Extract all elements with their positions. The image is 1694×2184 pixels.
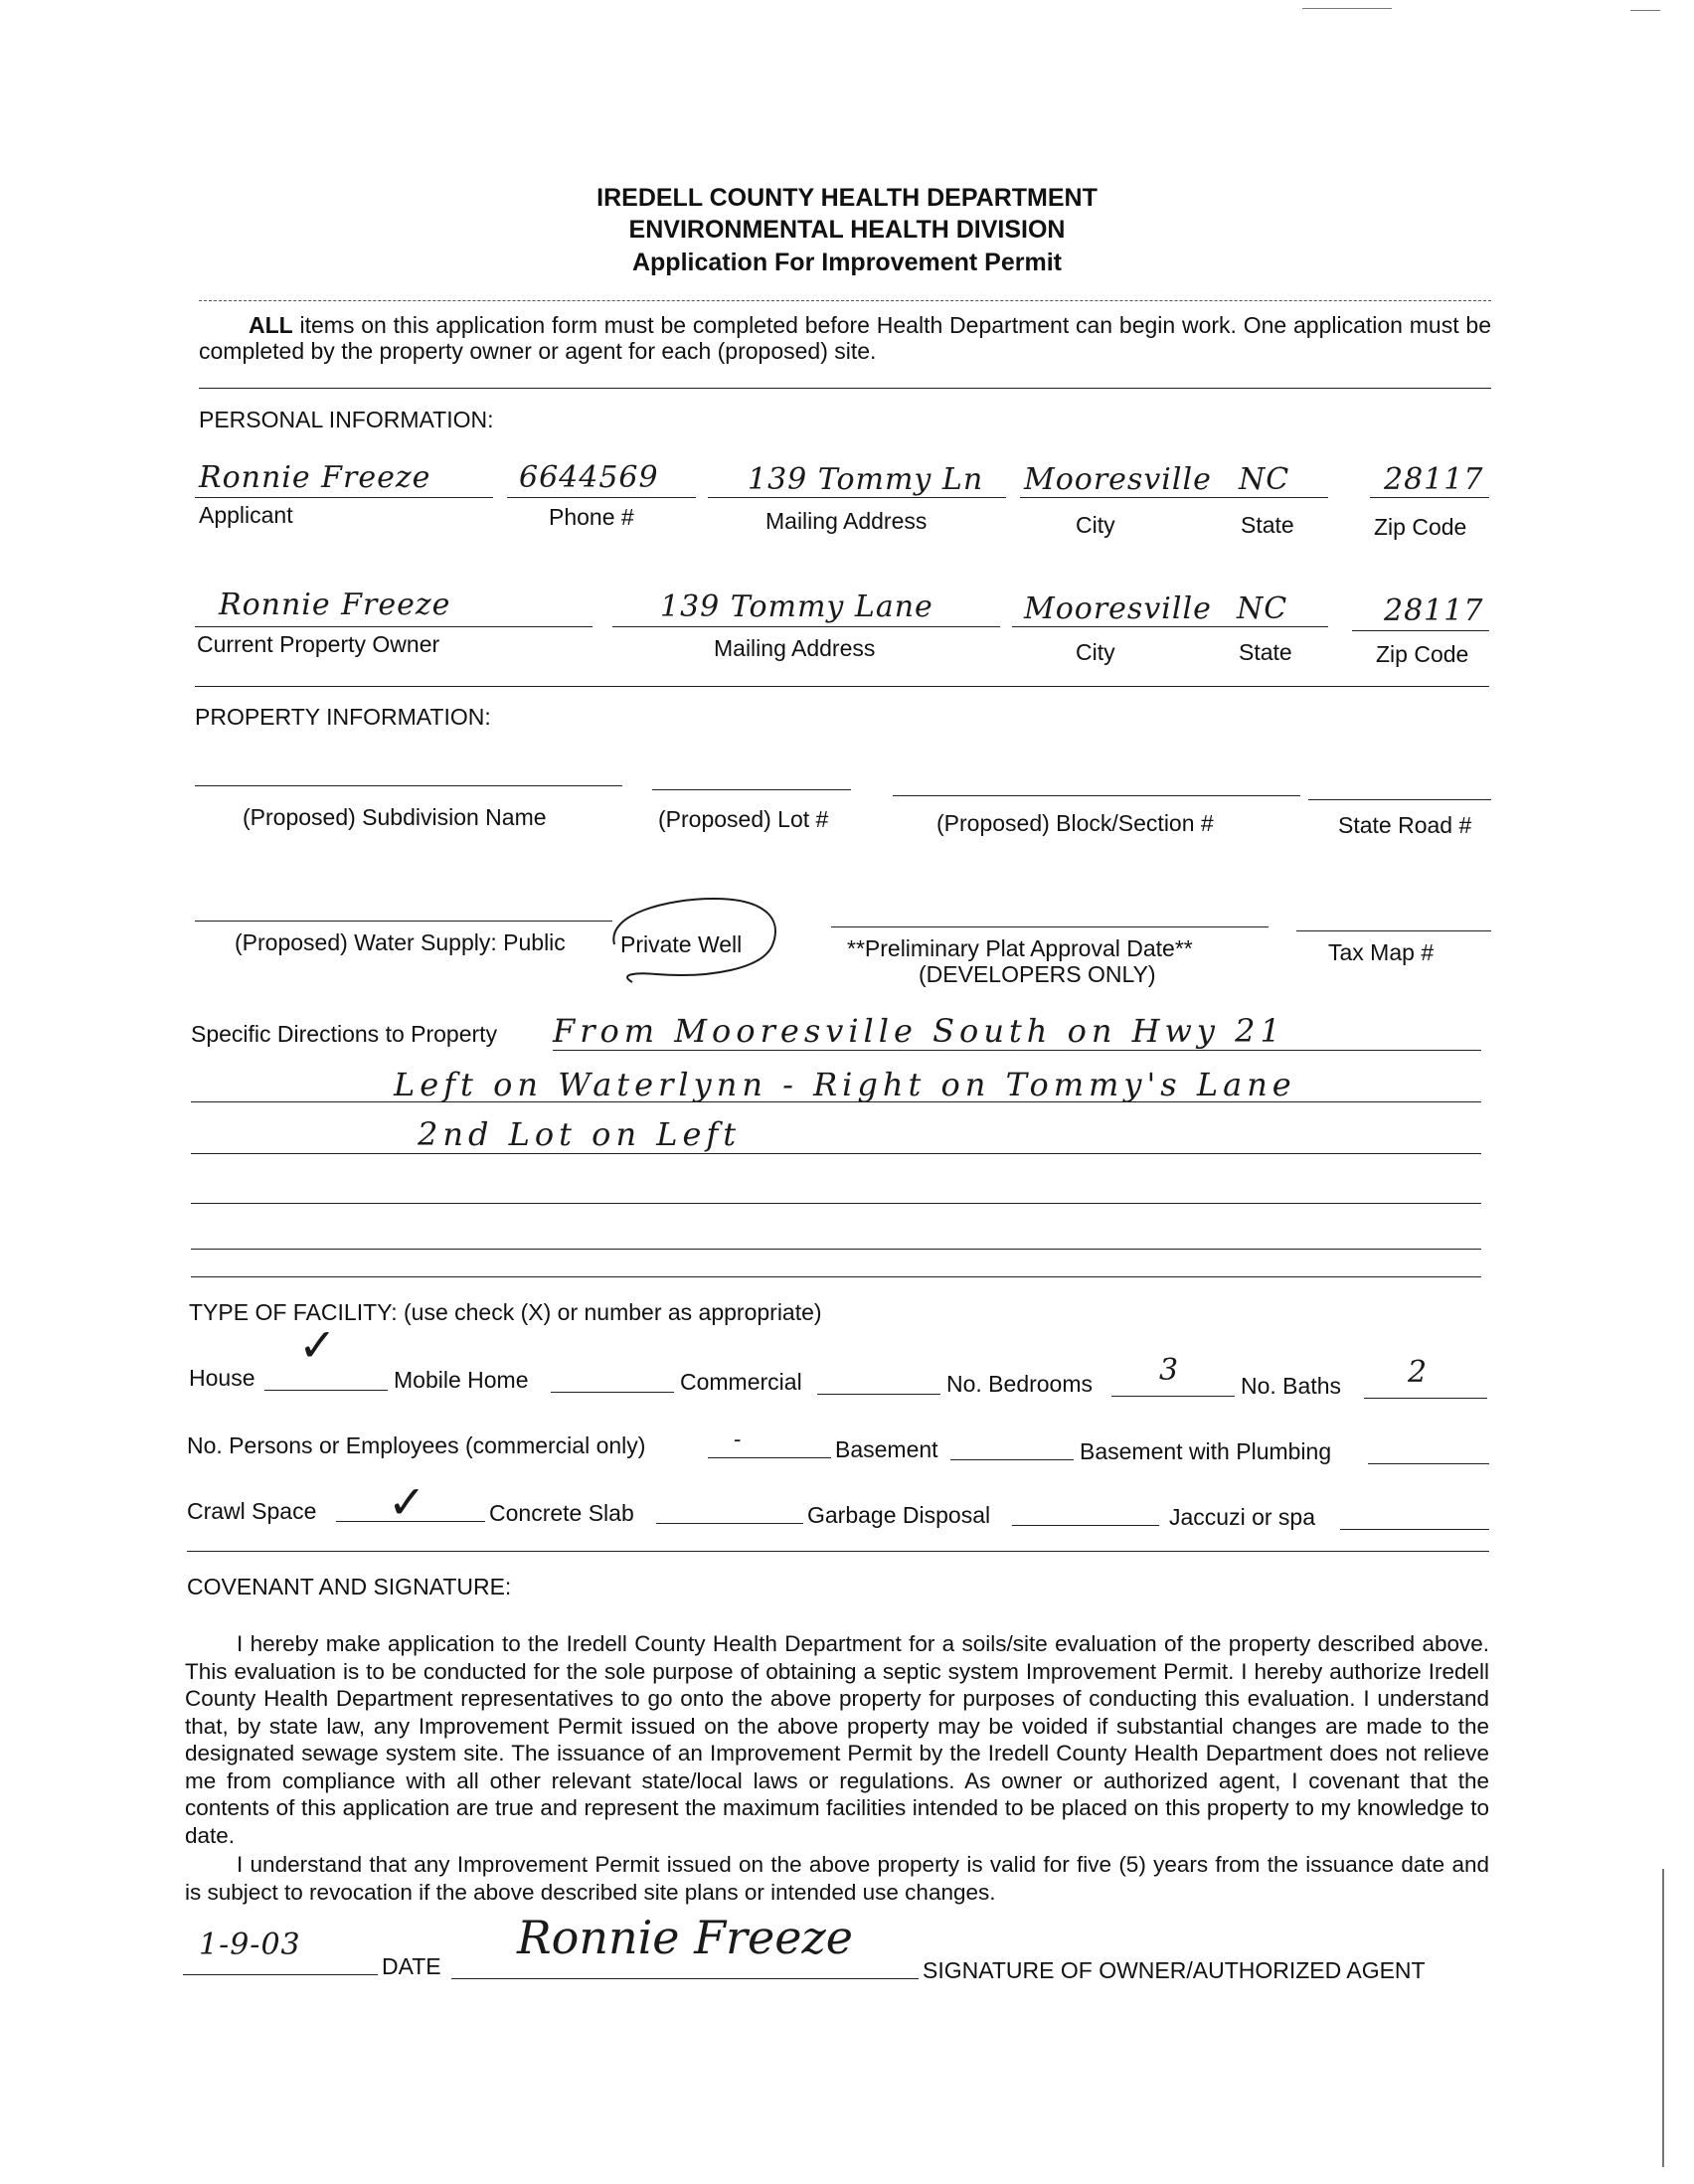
date-line <box>183 1974 378 1975</box>
mobile-home-line <box>551 1392 674 1393</box>
facility-section-rule <box>187 1551 1489 1552</box>
owner-city-line <box>1012 626 1328 627</box>
block-label: (Proposed) Block/Section # <box>936 810 1214 836</box>
directions-rule-3 <box>191 1153 1481 1154</box>
crawl-space-checkmark[interactable]: ✓ <box>388 1475 426 1529</box>
facility-heading: TYPE OF FACILITY: (use check (X) or number as appropriate) <box>189 1299 822 1325</box>
intro-text: ALL items on this application form must be completed before Health Department can begin work. One application must be completed by the property owner or agent for each (proposed) site. <box>199 312 1491 364</box>
personal-section-rule <box>195 686 1489 687</box>
directions-rule-6 <box>191 1276 1481 1277</box>
form-title: Application For Improvement Permit <box>631 249 1062 276</box>
directions-rule-2 <box>191 1101 1481 1102</box>
road-line <box>1308 799 1491 800</box>
covenant-paragraph-2: I understand that any Improvement Permit issued on the above property is valid for five (5) years from the issuance date and is subject to revocation if the above described site plans or intended use changes. <box>185 1852 1489 1905</box>
bedrooms-label: No. Bedrooms <box>946 1371 1094 1397</box>
baths-value[interactable]: 2 <box>1408 1355 1429 1390</box>
date-value[interactable]: 1-9-03 <box>199 1928 301 1962</box>
owner-name-value[interactable]: Ronnie Freeze <box>219 588 451 622</box>
applicant-city-value[interactable]: Mooresville <box>1024 462 1212 497</box>
applicant-address-value[interactable]: 139 Tommy Ln <box>748 462 984 497</box>
owner-city-label: City <box>1076 639 1115 665</box>
mailing-address-label: Mailing Address <box>765 508 928 534</box>
state-road-label: State Road # <box>1338 812 1472 838</box>
basement-plumbing-label: Basement with Plumbing <box>1080 1438 1332 1464</box>
personal-info-heading: PERSONAL INFORMATION: <box>199 407 494 432</box>
applicant-name-line <box>195 497 493 498</box>
directions-line-2[interactable]: Left on Waterlynn - Right on Tommy's Lane <box>394 1066 1296 1103</box>
city-label: City <box>1076 512 1115 538</box>
jacuzzi-line <box>1340 1529 1489 1530</box>
lot-line <box>652 789 851 790</box>
owner-name-line <box>195 626 593 627</box>
applicant-phone-value[interactable]: 6644569 <box>519 460 659 495</box>
owner-zip-label: Zip Code <box>1376 641 1469 667</box>
covenant-heading: COVENANT AND SIGNATURE: <box>187 1574 512 1599</box>
persons-line <box>708 1457 831 1458</box>
commercial-label: Commercial <box>680 1369 802 1395</box>
house-line <box>264 1390 388 1391</box>
directions-line-3[interactable]: 2nd Lot on Left <box>418 1115 742 1153</box>
zip-label: Zip Code <box>1374 514 1467 540</box>
owner-city-value[interactable]: Mooresville <box>1024 591 1212 626</box>
baths-label: No. Baths <box>1241 1373 1341 1399</box>
directions-rule-1 <box>553 1050 1481 1051</box>
bedrooms-line <box>1111 1396 1235 1397</box>
subdivision-label: (Proposed) Subdivision Name <box>243 804 547 830</box>
concrete-slab-label: Concrete Slab <box>489 1500 634 1526</box>
subdivision-line <box>195 785 622 786</box>
private-well-option[interactable]: Private Well <box>620 931 743 957</box>
block-line <box>893 795 1300 796</box>
concrete-slab-line <box>656 1523 803 1524</box>
basement-label: Basement <box>835 1436 938 1462</box>
property-info-heading: PROPERTY INFORMATION: <box>195 704 491 730</box>
commercial-line <box>817 1394 940 1395</box>
plat-approval-label: **Preliminary Plat Approval Date** <box>847 935 1193 961</box>
state-label: State <box>1241 512 1294 538</box>
scan-artifact <box>1302 8 1392 9</box>
basement-line <box>950 1459 1074 1460</box>
owner-state-label: State <box>1239 639 1292 665</box>
mobile-home-label: Mobile Home <box>394 1367 529 1393</box>
scan-artifact <box>1662 1869 1664 2167</box>
plat-date-line <box>831 926 1269 927</box>
owner-state-value[interactable]: NC <box>1237 591 1288 626</box>
phone-line <box>507 497 696 498</box>
water-supply-line <box>195 921 612 922</box>
applicant-state-value[interactable]: NC <box>1239 462 1290 497</box>
zip-line <box>1370 497 1489 498</box>
applicant-label: Applicant <box>199 502 293 528</box>
house-label: House <box>189 1365 255 1391</box>
persons-label: No. Persons or Employees (commercial only) <box>187 1432 646 1458</box>
owner-signature[interactable]: Ronnie Freeze <box>517 1911 853 1964</box>
owner-address-value[interactable]: 139 Tommy Lane <box>660 589 933 624</box>
header-rule <box>199 300 1491 301</box>
division-title: ENVIRONMENTAL HEALTH DIVISION <box>628 216 1066 244</box>
developers-only-label: (DEVELOPERS ONLY) <box>919 961 1156 987</box>
signature-label: SIGNATURE OF OWNER/AUTHORIZED AGENT <box>923 1957 1426 1983</box>
jacuzzi-label: Jaccuzi or spa <box>1169 1504 1316 1530</box>
tax-map-label: Tax Map # <box>1328 939 1435 965</box>
phone-label: Phone # <box>549 504 634 530</box>
mailing-address-line <box>708 497 1006 498</box>
directions-rule-4 <box>191 1203 1481 1204</box>
basement-plumbing-line <box>1368 1463 1489 1464</box>
owner-address-line <box>612 626 1000 627</box>
covenant-paragraph-1: I hereby make application to the Iredell County Health Department for a soils/site evaluation of the property described above. This evaluation is to be conducted for the sole purpose of obtaining a septic system Improvement Permit. I hereby authorize Iredell County Health Department representatives to go onto the above property for purposes of conducting this evaluation. I understand that, by state law, any Improvement Permit issued on the above property may be voided if substantial changes are made to the designated sewage system site. The issuance of an Improvement Permit by the Iredell County Health Department does not relieve me from compliance with all other relevant state/local laws or regulations. As owner or authorized agent, I covenant that the contents of this application are true and represent the maximum facilities intended to be placed on this property to my knowledge to date. <box>185 1631 1489 1848</box>
tax-map-line <box>1296 930 1491 931</box>
directions-line-1[interactable]: From Mooresville South on Hwy 21 <box>553 1012 1285 1050</box>
intro-rule <box>199 388 1491 389</box>
crawl-space-label: Crawl Space <box>187 1498 317 1524</box>
baths-line <box>1364 1398 1487 1399</box>
persons-value[interactable]: - <box>734 1428 743 1452</box>
private-well-circle-mark <box>596 891 785 990</box>
owner-label: Current Property Owner <box>197 631 440 657</box>
garbage-disposal-label: Garbage Disposal <box>807 1502 991 1528</box>
signature-line <box>451 1978 919 1979</box>
bedrooms-value[interactable]: 3 <box>1159 1353 1180 1388</box>
city-state-line <box>1020 497 1328 498</box>
house-checkmark[interactable]: ✓ <box>298 1318 337 1372</box>
directions-label: Specific Directions to Property <box>191 1021 498 1047</box>
water-supply-label: (Proposed) Water Supply: Public <box>235 929 566 955</box>
applicant-name-value[interactable]: Ronnie Freeze <box>199 460 431 495</box>
directions-rule-5 <box>191 1249 1481 1250</box>
lot-label: (Proposed) Lot # <box>658 806 829 832</box>
scan-artifact <box>1630 10 1660 11</box>
applicant-zip-value[interactable]: 28117 <box>1384 462 1484 497</box>
garbage-disposal-line <box>1012 1525 1159 1526</box>
date-label: DATE <box>382 1953 441 1979</box>
owner-zip-value[interactable]: 28117 <box>1384 593 1484 628</box>
department-title: IREDELL COUNTY HEALTH DEPARTMENT <box>596 184 1098 212</box>
owner-zip-line <box>1352 630 1489 631</box>
owner-mailing-label: Mailing Address <box>714 635 876 661</box>
